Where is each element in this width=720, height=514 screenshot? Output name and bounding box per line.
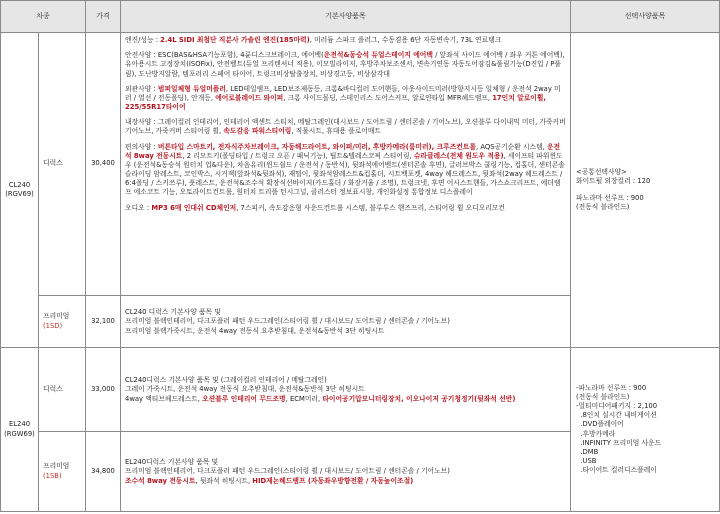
option-line: .후방카메라: [576, 429, 616, 438]
option-line: -파노라마 선루프 : 900: [576, 383, 647, 392]
spec-text: EL240디럭스 기본사양 품목 및: [125, 458, 219, 467]
cl240-premium-trim: 프리미엄: [43, 312, 70, 321]
spec-paragraph: [125, 143, 566, 198]
el240-premium-basic: [121, 432, 571, 512]
el240-premium-code: (1SB): [43, 471, 62, 480]
spec-text: 4way 액티브헤드레스트,: [125, 394, 203, 403]
spec-text: , 크롬 사이드몰딩, 스테인리스 도어스커프, 알로얀타입 MFR헤드램프,: [283, 93, 493, 102]
highlighted-spec: 버튼타입 스마트키, 전자식주차브레이크, 자동헤드라이트, 와이퍼/미러, 후방카메라(룸미러), 크루즈컨트롤: [157, 142, 477, 151]
spec-text: , 2 리모트키(폴딩타입 / 트렁크 오픈 / 패닉기능), 틸트&텔레스코픽 스티어링,: [182, 151, 414, 160]
highlighted-spec: HID제논헤드램프 (자동좌우방향전환 / 자동높이조절): [252, 476, 414, 485]
spec-text: CL240디럭스 기본사양 품목 및 (그레이컬러 인테리어 / 메탈그레인): [125, 376, 327, 385]
spec-text: CL240 디럭스 기본사양 품목 및: [125, 308, 221, 317]
spec-text: , 직물시트, 휴대용 플로어매트: [291, 127, 381, 136]
spec-paragraph: [125, 118, 566, 136]
highlighted-spec: 17인치 알로이휠, 225/55R17타이어: [125, 93, 547, 112]
cl240-premium-code: (1SD): [43, 321, 63, 330]
option-line: .DVD플레이어: [576, 420, 624, 429]
el240-deluxe-spec: [125, 376, 566, 404]
spec-paragraph: [125, 204, 566, 213]
highlighted-spec: 속도감응 파워스티어링: [223, 127, 292, 136]
el240-premium-trim-cell: [39, 432, 86, 512]
spec-line: [125, 477, 566, 486]
spec-text: , 7스피커, 속도감응형 사운드컨트롤 시스템, 블루투스 핸즈프리, 스티어링 휠 오디오리모컨: [236, 203, 505, 212]
highlighted-spec: 오션블루 인테리어 무드조명: [202, 394, 286, 403]
option-line: <공통선택사양>: [576, 168, 627, 177]
cl240-model-name: CL240: [8, 180, 31, 189]
el240-deluxe-row: [1, 348, 720, 432]
el240-model-name: EL240: [8, 420, 31, 429]
el240-deluxe-trim: 디럭스: [39, 348, 86, 432]
spec-text: 내장사양 : 그레이컬러 인테리어, 인테리어 액센트 스티치, 메탈그레인(대시보드 / 도어트림 / 센터콘솔 / 기어노브), 오션블루 다이내믹 미터, 가죽커버 기어노브, 가죽커버 스티어링 휠,: [125, 118, 566, 136]
header-model: 차종: [1, 1, 86, 33]
spec-text: , 미러듐 스파크 플러그, 수동겸용 6단 자동변속기, 73L 연료탱크: [309, 36, 502, 44]
spec-text: 프리미엄 블랙가죽시트, 운전석 4way 전동식 요추받침대, 운전석&동반석 3단 히팅시트: [125, 326, 385, 335]
spec-line: [125, 385, 566, 394]
spec-line: [125, 395, 566, 404]
el240-deluxe-price: 33,000: [86, 348, 121, 432]
spec-line: [125, 327, 566, 336]
cl240-deluxe-trim: 디럭스: [39, 33, 86, 296]
highlighted-spec: 슈라클레스(전체 원도우 적용): [413, 151, 504, 160]
cl240-option-lines: [576, 168, 714, 212]
el240-premium-spec: [125, 458, 566, 486]
highlighted-spec: MP3 6매 인대쉬 CD체인저: [151, 203, 237, 212]
el240-model: [1, 348, 39, 512]
option-line: 파노라마 선루프 : 900: [576, 193, 644, 202]
spec-text: , 뒷좌석 히팅시트,: [195, 476, 253, 485]
cl240-premium-spec: [125, 308, 566, 336]
header-price: 가격: [86, 1, 121, 33]
highlighted-spec: 타이어공기압모니터링장치, 이오나이저 공기청정기(뒷좌석 선반): [322, 394, 516, 403]
highlighted-spec: 범퍼일체형 듀얼머플러: [157, 84, 226, 93]
el240-deluxe-basic: [121, 348, 571, 432]
cl240-premium-price: 32,100: [86, 296, 121, 348]
option-line: (전동식 블라인드): [576, 392, 630, 401]
spec-paragraph: [125, 85, 566, 113]
cl240-premium-trim-cell: [39, 296, 86, 348]
el240-model-code: (RGW69): [4, 429, 35, 438]
spec-paragraph: [125, 36, 566, 45]
option-line: (전동식 블라인드): [576, 202, 630, 211]
spec-text: 엔진/성능 :: [125, 36, 161, 44]
spec-text: 안전사양 : ESC(BAS&HSA기능포함), 4륜디스크브레이크, 에어백(: [125, 51, 324, 60]
spec-paragraph: [125, 51, 566, 79]
option-line: .DMB: [576, 447, 599, 456]
spec-text: 외관사양 :: [125, 84, 158, 93]
option-line: 화이트펄 외장컬러 : 120: [576, 177, 651, 186]
option-line: .INFINITY 프리미엄 사운드: [576, 438, 662, 447]
option-line: .8인치 실시간 내비게이션: [576, 411, 657, 420]
spec-line: [125, 317, 566, 326]
spec-text: , LED테일램프, LED보조제동등, 크롬&바디컬러 도어핸들, 아웃사이드미러(방향지시등 일체형 / 운전석 2way 미러 / 열선 / 전동폴딩), 안개등,: [125, 84, 561, 102]
el240-premium-trim: 프리미엄: [43, 462, 70, 471]
cl240-model-code: (RGV69): [5, 190, 34, 198]
cl240-deluxe-basic: [121, 33, 571, 296]
cl240-deluxe-spec: [125, 36, 566, 213]
option-line: -멀티미디어패키지 : 2,100: [576, 401, 658, 410]
highlighted-spec: 운전석 8way 전동시트: [125, 142, 561, 160]
header-basic: 기본사양품목: [121, 1, 571, 33]
spec-text: 프리미엄 블랙인테리어, 다크포플러 패턴 우드그레인(스티어링 휠 / 대시보드/ 도어트림 / 센터콘솔 / 기어노브): [125, 317, 450, 326]
option-line: .타이어트 컬러디스플레이: [576, 466, 657, 475]
cl240-deluxe-row: [1, 33, 720, 296]
spec-text: 오디오 :: [125, 203, 152, 212]
cl240-premium-basic: [121, 296, 571, 348]
cl240-options: [571, 33, 720, 348]
highlighted-spec: 운전석&동승석 듀얼스테이지 에어백: [323, 51, 433, 60]
option-line: .USB: [576, 457, 597, 466]
spec-text: 그레이 가죽시트, 운전석 4way 전동식 요추받침대, 운전석&동반석 3단 히팅시트: [125, 385, 365, 394]
highlighted-spec: 조수석 8way 전동시트: [125, 476, 196, 485]
spec-text: 프리미엄 블랙인테리어, 다크포플러 패턴 우드그레인(스티어링 휠 / 대시보드/ 도어트림 / 센터콘솔 / 기어노브): [125, 467, 450, 476]
header-option: 선택사양품목: [571, 1, 720, 33]
option-line: [576, 187, 714, 194]
cl240-deluxe-price: 30,400: [86, 33, 121, 296]
spec-text: / 앞좌석 사이드 에어백 / 좌우 커튼 에어백), 유아용시트 고정장치(ISOFix), 안전벨트(듀얼 프리텐셔너 적용), 이모빌라이저, 후방주차보조센서, 변속기연동 자동도어잠김&풀림기능(D진입 / P풀림), 도난방지알람, 템포러리 스페어 타이어, 트렁크비상탈출장치, 비상경고등, 비상삼각대: [125, 51, 565, 78]
spec-text: , AQS공기순환 시스템,: [476, 142, 547, 151]
header-row: [1, 1, 720, 33]
el240-option-lines: [576, 384, 714, 476]
el240-options: [571, 348, 720, 512]
spec-text: , ECM미러,: [285, 394, 323, 403]
spec-line: [125, 467, 566, 476]
el240-premium-price: 34,800: [86, 432, 121, 512]
cl240-model: [1, 33, 39, 348]
spec-text: , 세이프티 파워윈도우 (운전석&동승석 원터치 업&다운), 차음유리(윈드쉴드 / 운전석 / 동반석), 뒷좌석에어벤트(센터콘솔 후면), 글러브박스 쿨링기능, 컵홀더, 센터콘솔 슬라이딩 암레스트, 코인박스, 시거잭(앞좌석&뒷좌석), 재떨이, 뒷좌석암레스트&컵홀더, 시트백포켓, 4way 헤드레스트, 뒷좌석(2way 헤드레스트 / 6:4폴딩 / 스키쓰루), 풋레스트, 운전석&조수석 확장식선바이저(카드홀더 / 화장거울 / 조명), 트렁크넷, 후면 어시스트핸들, 가스쇼크리프트, 에더램프 에소코트 기능, 오토라이트컨트롤, 원터치 트리플 턴시그널, 클러스터 정보표시창, 개인화설정 통합정보 디스플레이: [125, 151, 565, 197]
spec-text: 편의사양 :: [125, 142, 158, 151]
highlighted-spec: 에어로블레이드 와이퍼: [215, 93, 284, 102]
highlighted-spec: 2.4L SIDI 최첨단 직분사 가솔린 엔진(185마력): [160, 36, 310, 44]
